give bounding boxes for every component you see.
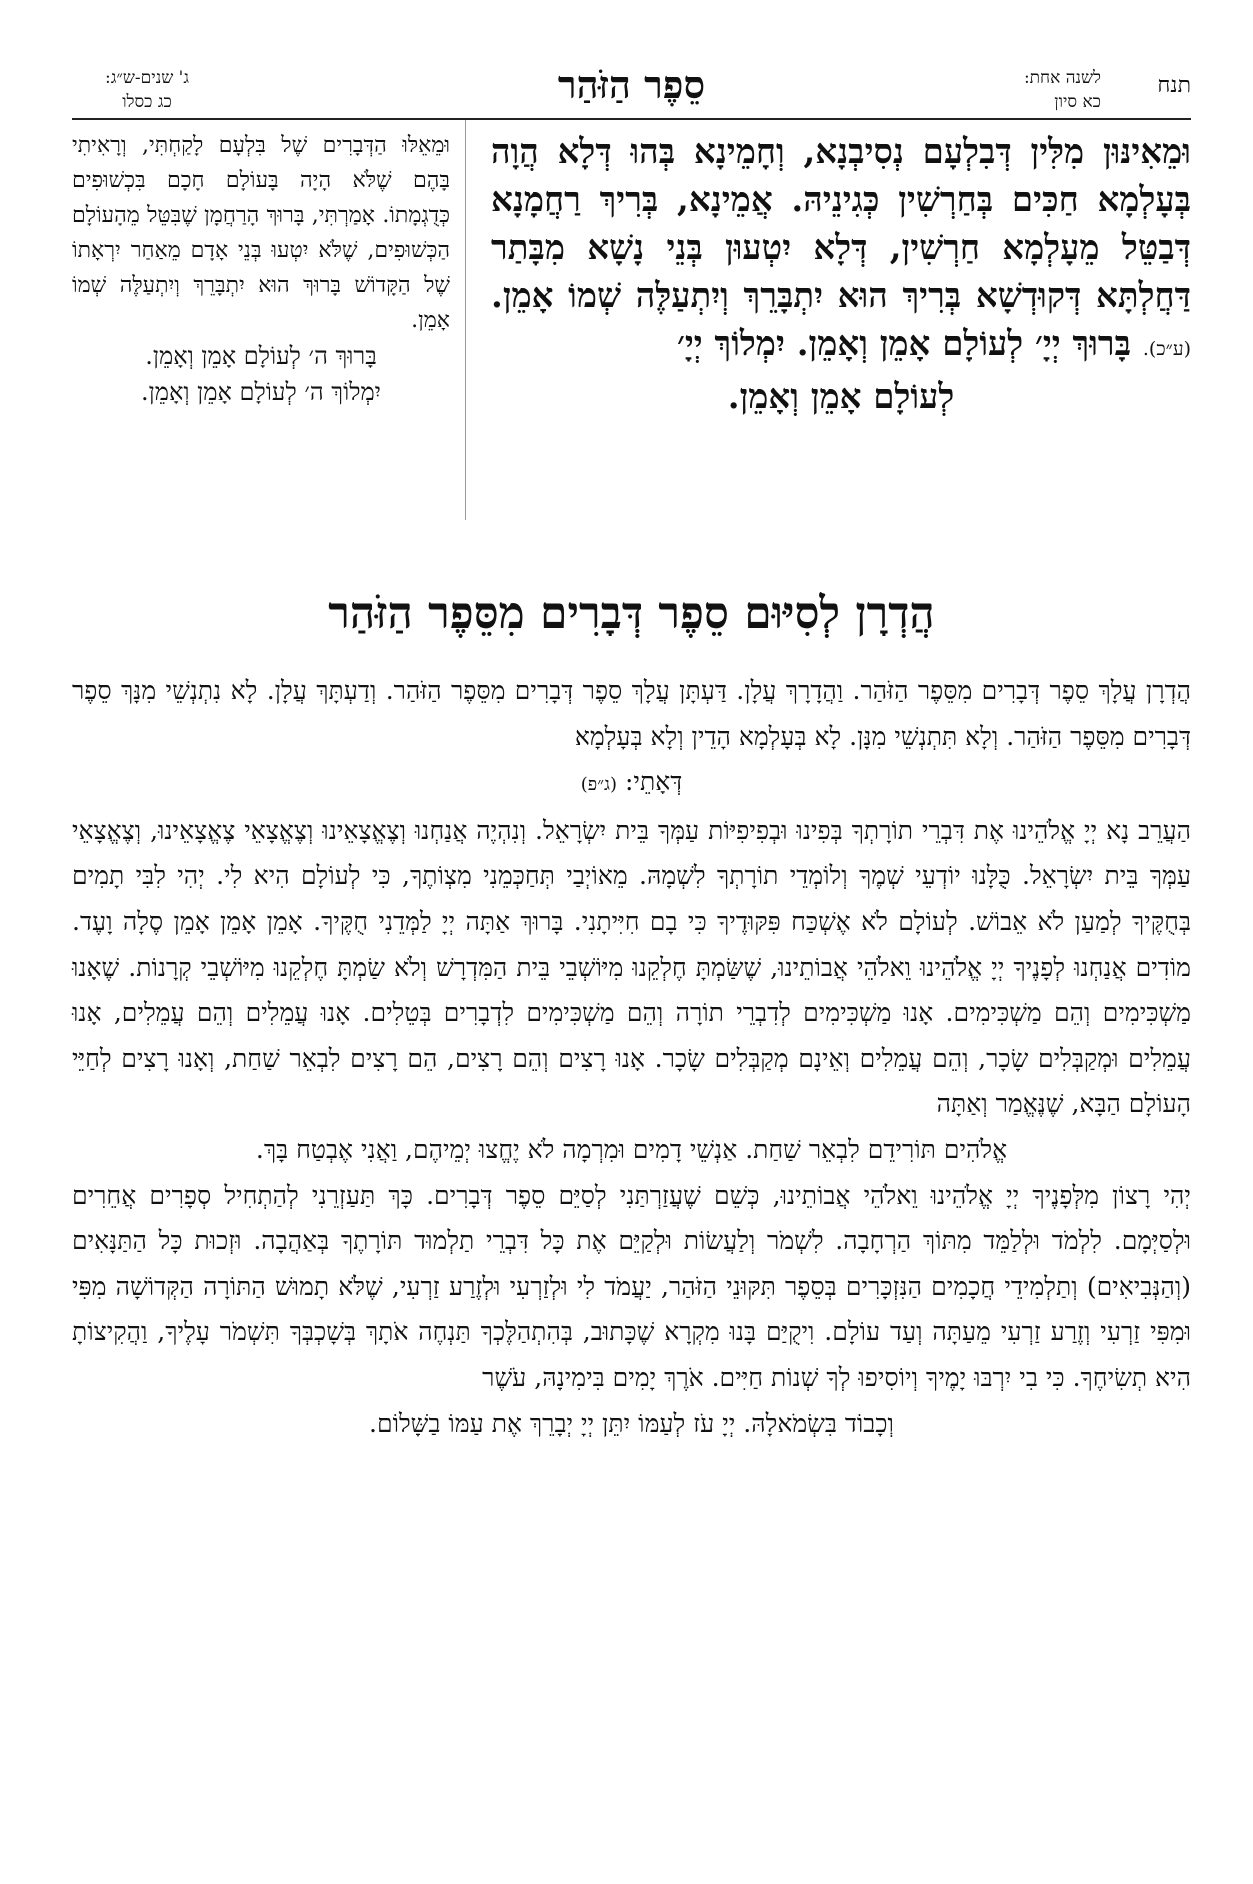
- page-header: [72, 64, 1191, 118]
- header-left-line1: ג' שנים-ש״ג:: [105, 68, 189, 88]
- section-title: הֲדְרָן לְסִיּוּם סֵפֶר דְּבָרִים מִסֵּפֶר הַזֹּהַר: [328, 588, 935, 639]
- running-title: סֵפֶר הַזֹּהַר: [557, 62, 706, 107]
- column-divider: [465, 120, 466, 520]
- header-right-line2: כא סיון: [1054, 92, 1101, 112]
- aramaic-closing: בָּרוּךְ יְיָ׳ לְעוֹלָם אָמֵן וְאָמֵן. יִמְלוֹךְ יְיָ׳: [676, 324, 1132, 364]
- prayer-paragraph-1: הַעֲרֵב נָא יְיָ אֱלֹהֵינוּ אֶת דִּבְרֵי תוֹרָתְךָ בְּפִינוּ וּבְפִיפִיּוֹת עַמְּךָ בֵּית יִשְׂרָאֵל. וְנִהְיֶה אֲנַחְנוּ וְצֶאֱצָאֵינוּ וְצֶאֱצָאֵי צֶאֱצָאֵינוּ, וְצֶאֱצָאֵי עַמְּךָ בֵּית יִשְׂרָאֵל. כֻּלָּנוּ יוֹדְעֵי שְׁמֶךָ וְלוֹמְדֵי תוֹרָתְךָ לִשְׁמָהּ. מֵאוֹיְבַי תְּחַכְּמֵנִי מִצְוֹתֶךָ, כִּי לְעוֹלָם הִיא לִי. יְהִי לִבִּי תָמִים בְּחֻקֶּיךָ לְמַעַן לֹא אֵבוֹשׁ. לְעוֹלָם לֹא אֶשְׁכַּח פִּקּוּדֶיךָ כִּי בָם חִיִּיתָנִי. בָּרוּךְ אַתָּה יְיָ לַמְּדֵנִי חֻקֶּיךָ. אָמֵן אָמֵן אָמֵן סֶלָה וָעֶד. מוֹדִים אֲנַחְנוּ לְפָנֶיךָ יְיָ אֱלֹהֵינוּ וֵאלֹהֵי אֲבוֹתֵינוּ, שֶׁשַּׂמְתָּ חֶלְקֵנוּ מִיּוֹשְׁבֵי בֵּית הַמִּדְרָשׁ וְלֹא שַׂמְתָּ חֶלְקֵנוּ מִיּוֹשְׁבֵי קְרָנוֹת. שֶׁאָנוּ מַשְׁכִּימִים וְהֵם מַשְׁכִּימִים. אָנוּ מַשְׁכִּימִים לְדִבְרֵי תוֹרָה וְהֵם מַשְׁכִּימִים לִדְבָרִים בְּטֵלִים. אָנוּ עֲמֵלִים וְהֵם עֲמֵלִים, אָנוּ עֲמֵלִים וּמְקַבְּלִים שָׂכָר, וְהֵם עֲמֵלִים וְאֵינָם מְקַבְּלִים שָׂכָר. אָנוּ רָצִים וְהֵם רָצִים, הֵם רָצִים לִבְאֵר שַׁחַת, וְאָנוּ רָצִים לְחַיֵּי הָעוֹלָם הַבָּא, שֶׁנֶּאֱמַר וְאַתָּה: [72, 815, 1191, 1119]
- aramaic-column: [491, 128, 1191, 421]
- header-left-schedule: [72, 66, 222, 114]
- hadran-body: [72, 668, 1191, 1446]
- aramaic-text: וּמֵאִינּוּן מִלִּין דְּבִלְעָם נְסִיבְנָא, וְחָמֵינָא בְּהוּ דְּלָא הֲוָה בְּעָלְמָא חַכִּים בְּחַרְשִׁין כְּגִינֵיהּ. אֲמֵינָא, בְּרִיךְ רַחֲמָנָא דְּבַטֵּל מֵעָלְמָא חַרְשִׁין, דְּלָא יִטְעוּן בְּנֵי נָשָׁא מִבָּתַר דַּחֲלְתָּא דְּקוּדְשָׁא בְּרִיךְ הוּא יִתְבָּרֵךְ וְיִתְעַלֶּה שְׁמוֹ אָמֵן.: [491, 132, 1191, 316]
- hadran-reference: (ג״פ): [580, 774, 618, 796]
- header-left-line2: כג כסלו: [122, 92, 172, 112]
- hadran-last-text: דְּאָתֵי:: [624, 767, 683, 797]
- aramaic-reference: (ע״כ).: [1142, 338, 1191, 360]
- translation-blessing-2: יִמְלוֹךְ ה׳ לְעוֹלָם אָמֵן וְאָמֵן.: [141, 378, 381, 406]
- translation-text: וּמֵאֵלּוּ הַדְּבָרִים שֶׁל בִּלְעָם לָקַחְתִּי, וְרָאִיתִי בָּהֶם שֶׁלֹּא הָיָה בָּעוֹלָם חָכָם בִּכְשׁוּפִים כְּדֻגְמָתוֹ. אָמַרְתִּי, בָּרוּךְ הָרַחֲמָן שֶׁבִּטֵּל מֵהָעוֹלָם הַכְּשׁוּפִים, שֶׁלֹּא יִטְעוּ בְּנֵי אָדָם מֵאַחַר יִרְאָתוֹ שֶׁל הַקָּדוֹשׁ בָּרוּךְ הוּא יִתְבָּרֵךְ וְיִתְעַלֶּה שְׁמוֹ אָמֵן.: [72, 133, 450, 333]
- aramaic-last-line: לְעוֹלָם אָמֵן וְאָמֵן.: [727, 377, 955, 417]
- page-number: תנח: [1157, 73, 1191, 98]
- translation-blessing-1: בָּרוּךְ ה׳ לְעוֹלָם אָמֵן וְאָמֵן.: [145, 342, 377, 370]
- translation-column: [72, 128, 450, 410]
- header-divider: [72, 118, 1191, 120]
- prayer-paragraph-2: יְהִי רָצוֹן מִלְּפָנֶיךָ יְיָ אֱלֹהֵינוּ וֵאלֹהֵי אֲבוֹתֵינוּ, כְּשֵׁם שֶׁעֲזַרְתַּנִי לְסַיֵּם סֵפֶר דְּבָרִים. כָּךְ תַּעַזְרֵנִי לְהַתְחִיל סְפָרִים אֲחֵרִים וּלְסַיְּמָם. לִלְמֹד וּלְלַמֵּד מִתּוֹךְ הַרְחָבָה. לִשְׁמֹר וְלַעֲשׂוֹת וּלְקַיֵּם אֶת כָּל דִּבְרֵי תַלְמוּד תּוֹרָתֶךָ בְּאַהֲבָה. וּזְכוּת כָּל הַתַּנָּאִים (וְהַנְּבִיאִים) וְתַלְמִידֵי חֲכָמִים הַנִּזְכָּרִים בְּסֵפֶר תִּקּוּנֵי הַזֹּהַר, יַעֲמֹד לִי וּלְזַרְעִי וּלְזֶרַע זַרְעִי, שֶׁלֹּא תָמוּשׁ הַתּוֹרָה הַקְּדוֹשָׁה מִפִּי וּמִפִּי זַרְעִי וְזֶרַע זַרְעִי מֵעַתָּה וְעַד עוֹלָם. וִיקֻיַּם בָּנוּ מִקְרָא שֶׁכָּתוּב, בְּהִתְהַלֶּכְךָ תַּנְחֶה אֹתָךְ בְּשָׁכְבְּךָ תִּשְׁמֹר עָלֶיךָ, וַהֲקִיצוֹתָ הִיא תְשִׂיחֶךָ. כִּי בִי יִרְבּוּ יָמֶיךָ וְיוֹסִיפוּ לְךָ שְׁנוֹת חַיִּים. אֹרֶךְ יָמִים בִּימִינָהּ, עֹשֶׁר: [72, 1180, 1191, 1392]
- prayer-paragraph-1-last: אֱלֹהִים תּוֹרִידֵם לִבְאֵר שַׁחַת. אַנְשֵׁי דָמִים וּמִרְמָה לֹא יֶחֱצוּ יְמֵיהֶם, וַאֲנִי אֶבְטַח בָּךְ.: [255, 1134, 1008, 1164]
- aramaic-paragraph: [491, 128, 1191, 373]
- hadran-last-line: [72, 759, 1191, 808]
- hadran-paragraph: הֲדְרָן עֲלָךְ סֵפֶר דְּבָרִים מִסֵּפֶר הַזֹּהַר. וַהֲדָרָךְ עֲלָן. דַּעְתָּן עֲלָךְ סֵפֶר דְּבָרִים מִסֵּפֶר הַזֹּהַר. וְדַעְתָּךְ עֲלָן. לָא נִתְנְשֵׁי מִנָּךְ סֵפֶר דְּבָרִים מִסֵּפֶר הַזֹּהַר. וְלָא תִּתְנְשֵׁי מִנָּן. לָא בְּעָלְמָא הָדֵין וְלָא בְּעָלְמָא: [72, 676, 1191, 751]
- prayer-paragraph-2-last: וְכָבוֹד בִּשְׂמֹאלָהּ. יְיָ עֹז לְעַמּוֹ יִתֵּן יְיָ יְבָרֵךְ אֶת עַמּוֹ בַשָּׁלוֹם.: [369, 1408, 894, 1438]
- header-right-line1: לשנה אחת:: [1023, 68, 1101, 88]
